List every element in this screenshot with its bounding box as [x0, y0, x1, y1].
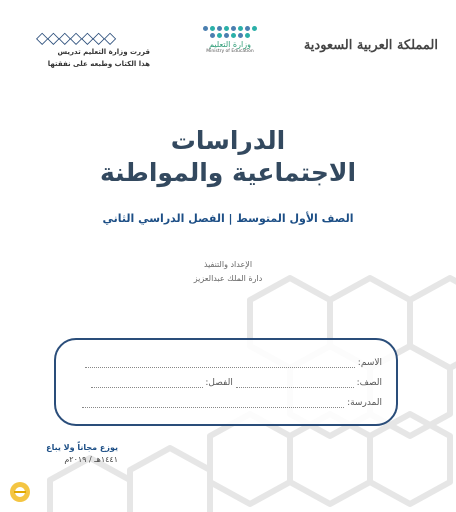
decorative-diamonds: ◇◇◇◇◇◇◇ [36, 28, 116, 47]
preparation-value: دارة الملك عبدالعزيز [193, 274, 263, 283]
name-label: الاسم: [357, 358, 382, 368]
book-subtitle: الصف الأول المتوسط | الفصل الدراسي الثاني [102, 212, 354, 225]
preparation-label: الإعداد والتنفيذ [203, 260, 253, 269]
publisher-logo-icon [8, 480, 32, 504]
free-distribution-note: يوزع مجاناً ولا يباع [46, 443, 118, 452]
publication-year: ١٤٤١هـ / ٢٠١٩م [64, 455, 118, 464]
school-row [82, 398, 382, 408]
moe-name-en: Ministry of Education [206, 49, 254, 54]
grade-class-row [91, 378, 382, 388]
name-row [85, 358, 382, 368]
kingdom-name: المملكة العربية السعودية [303, 38, 438, 53]
grade-field[interactable] [236, 378, 354, 388]
ministry-approval-note [18, 46, 150, 70]
school-label: المدرسة: [347, 398, 382, 408]
grade-label: الصف: [356, 378, 382, 388]
book-title-line1: الدراسات [170, 126, 286, 155]
school-field[interactable] [82, 398, 344, 408]
moe-logo-dots-icon [200, 26, 260, 38]
ministry-note-line1: قررت وزارة التعليم تدريس [57, 48, 150, 56]
student-info-box [54, 338, 398, 426]
name-field[interactable] [85, 358, 355, 368]
class-label: الفصل: [205, 378, 233, 388]
ministry-note-line2: هذا الكتاب وطبعه على نفقتها [47, 60, 150, 68]
book-title-line2: الاجتماعية والمواطنة [99, 158, 357, 187]
moe-name-ar: وزارة التعليم [209, 40, 251, 49]
ministry-of-education-logo [190, 26, 270, 76]
class-field[interactable] [91, 378, 203, 388]
